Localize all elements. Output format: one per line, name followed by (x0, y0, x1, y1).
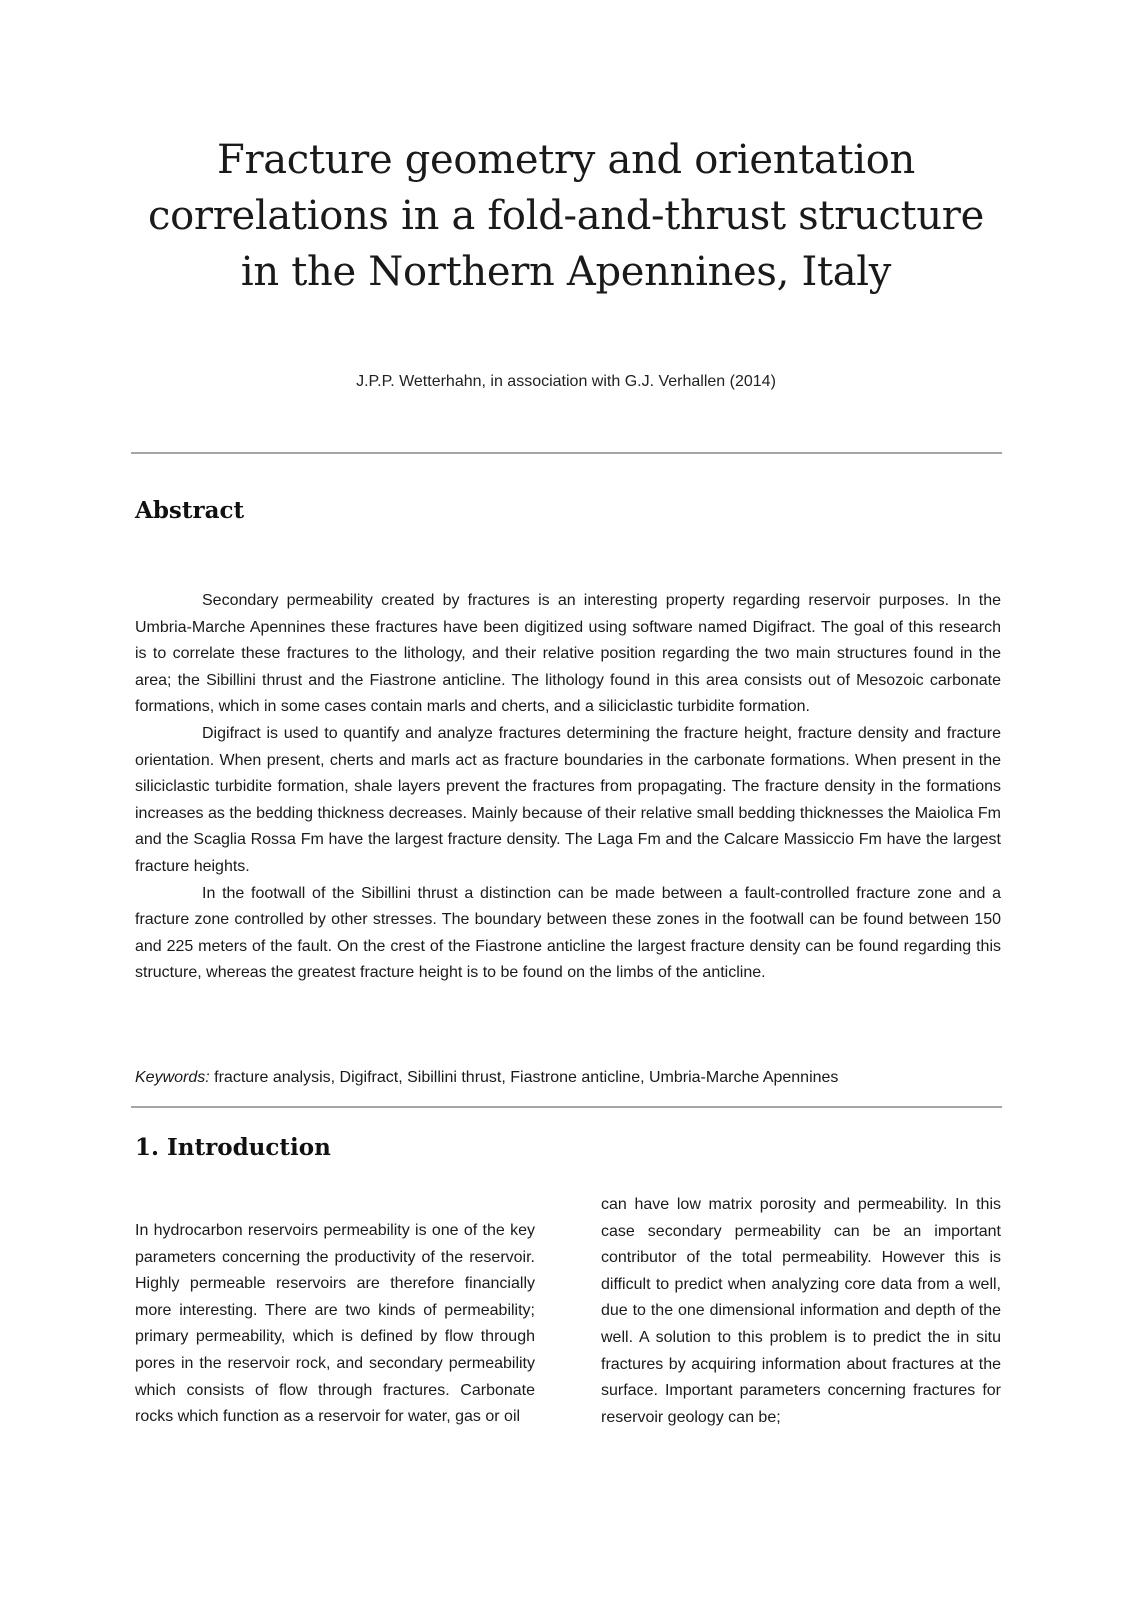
abstract-body (135, 588, 1001, 987)
abstract-paragraph: In the footwall of the Sibillini thrust a distinction can be made between a fault-controlled fracture zone and a fracture zone controlled by other stresses. The boundary between these zones in the footwall can be found between 150 and 225 meters of the fault. On the crest of the Fiastrone anticline the largest fracture density can be found regarding this structure, whereas the greatest fracture height is to be found on the limbs of the anticline. (135, 884, 1001, 982)
paper-title: Fracture geometry and orientation correlations in a fold-and-thrust structure in the Northern Apennines, Italy (147, 137, 984, 295)
keywords-line (135, 1069, 1001, 1087)
keywords-text: fracture analysis, Digifract, Sibillini thrust, Fiastrone anticline, Umbria-Marche Apennines (214, 1069, 839, 1086)
introduction-right-column: can have low matrix porosity and permeability. In this case secondary permeability can be an important contributor of the total permeability. However this is difficult to predict when analyzing core data from a well, due to the one dimensional information and depth of the well. A solution to this problem is to predict the in situ fractures by acquiring information about fractures at the surface. Important parameters concerning fractures for reservoir geology can be; (601, 1196, 1001, 1426)
abstract-heading: Abstract (135, 497, 245, 524)
abstract-paragraph: Secondary permeability created by fractures is an interesting property regarding reservoir purposes. In the Umbria-Marche Apennines these fractures have been digitized using software named Digifract. The goal of this research is to correlate these fractures to the lithology, and their relative position regarding the two main structures found in the area; the Sibillini thrust and the Fiastrone anticline. The lithology found in this area consists out of Mesozoic carbonate formations, which in some cases contain marls and cherts, and a siliciclastic turbidite formation. (135, 592, 1001, 716)
abstract-paragraph: Digifract is used to quantify and analyze fractures determining the fracture height, fracture density and fracture orientation. When present, cherts and marls act as fracture boundaries in the carbonate formations. When present in the siliciclastic turbidite formation, shale layers prevent the fractures from propagating. The fracture density in the formations increases as the bedding thickness decreases. Mainly because of their relative small bedding thicknesses the Maiolica Fm and the Scaglia Rossa Fm have the largest fracture density. The Laga Fm and the Calcare Massiccio Fm have the largest fracture heights. (135, 724, 1001, 875)
introduction-left-column: In hydrocarbon reservoirs permeability is one of the key parameters concerning the productivity of the reservoir. Highly permeable reservoirs are therefore financially more interesting. There are two kinds of permeability; primary permeability, which is defined by flow through pores in the reservoir rock, and secondary permeability which consists of flow through fractures. Carbonate rocks which function as a reservoir for water, gas or oil (135, 1222, 535, 1426)
keywords-label: Keywords: (135, 1069, 210, 1086)
author-line: J.P.P. Wetterhahn, in association with G.J. Verhallen (2014) (356, 373, 776, 390)
divider-bottom (131, 1106, 1002, 1108)
divider-top (131, 452, 1002, 454)
introduction-heading: 1. Introduction (135, 1134, 331, 1161)
